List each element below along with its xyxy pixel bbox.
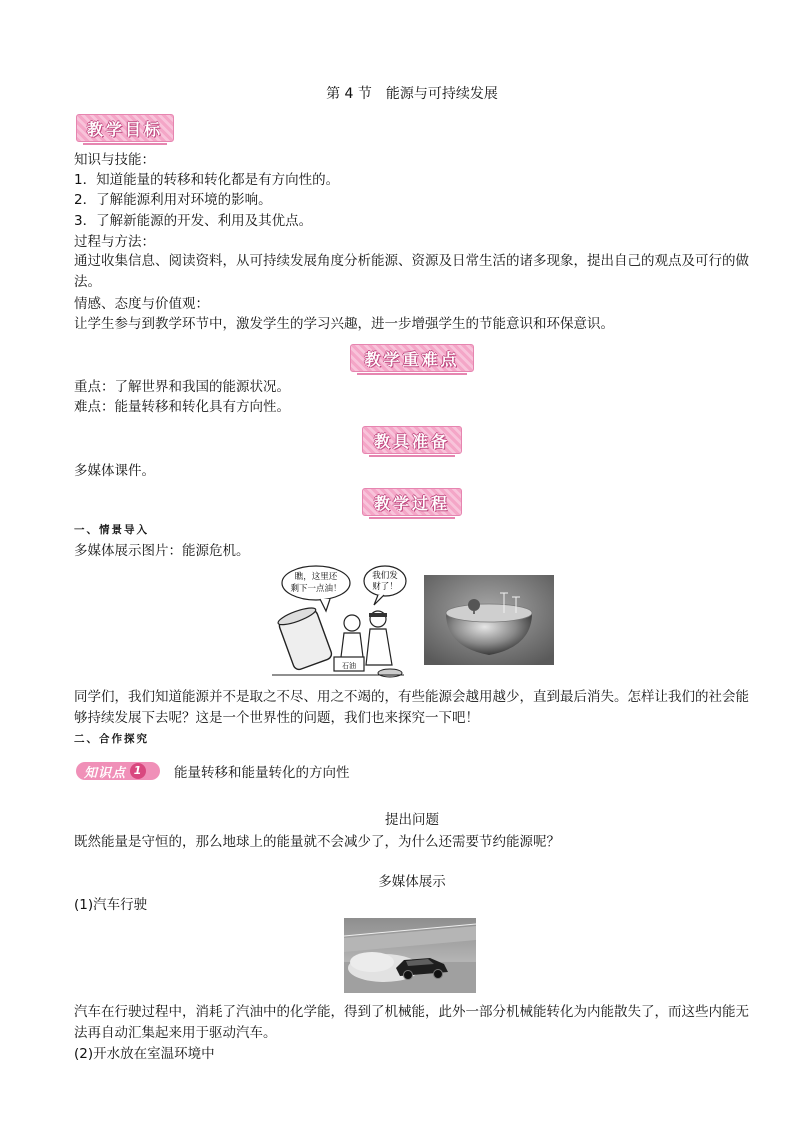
media-item-2: (2)开水放在室温环境中: [74, 1046, 215, 1062]
process-text: 通过收集信息、阅读资料，从可持续发展角度分析能源、资源及日常生活的诸多现象，提出自己的观点及可行的做法。: [74, 253, 749, 290]
intro-paragraph: 同学们，我们知道能源并不是取之不尽、用之不竭的，有些能源会越用越少，直到最后消失。怎样让我们的社会能够持续发展下去呢？这是一个世界性的问题，我们也来探究一下吧！: [74, 689, 749, 726]
process-label: 过程与方法：: [74, 234, 155, 250]
difficulty-text: 难点：能量转移和转化具有方向性。: [74, 399, 290, 415]
question-text: 既然能量是守恒的，那么地球上的能量就不会减少了，为什么还需要节约能源呢？: [74, 834, 560, 850]
bubble-text-2: 我们发: [372, 571, 398, 581]
emotion-text: 让学生参与到教学环节中，激发学生的学习兴趣，进一步增强学生的节能意识和环保意识。: [74, 316, 614, 332]
media-heading: 多媒体展示: [378, 874, 446, 890]
question-heading: 提出问题: [385, 812, 439, 828]
goal-item: 1．知道能量的转移和转化都是有方向性的。: [74, 172, 340, 188]
knowledge-point-title: 能量转移和能量转化的方向性: [174, 765, 350, 781]
knowledge-point-badge: [76, 762, 160, 780]
knowledge-label: 知识与技能：: [74, 152, 155, 168]
page-title: 第 4 节 能源与可持续发展: [326, 86, 498, 102]
earth-dome-photo: [424, 575, 554, 665]
media-item-1: (1)汽车行驶: [74, 897, 148, 913]
focus-text: 重点：了解世界和我国的能源状况。: [74, 379, 290, 395]
section-heading: 二、合作探究: [74, 733, 149, 745]
car-paragraph: 汽车在行驶过程中，消耗了汽油中的化学能，得到了机械能，此外一部分机械能转化为内能散失了，而这些内能无法再自动汇集起来用于驱动汽车。: [74, 1004, 749, 1041]
knowledge-point-label: 知识点: [84, 765, 127, 781]
banner-teaching-process: 教学过程: [362, 488, 462, 516]
section-heading: 一、情景导入: [74, 524, 149, 536]
energy-crisis-cartoon: [268, 561, 408, 681]
emotion-label: 情感、态度与价值观：: [74, 296, 209, 312]
car-drifting-photo: [344, 918, 476, 993]
bubble-text-1: 瞧，这里还: [294, 572, 338, 582]
svg-text:石油: 石油: [342, 662, 356, 670]
prep-text: 多媒体课件。: [74, 463, 155, 479]
knowledge-point-number: 1: [130, 763, 146, 779]
goal-item: 2．了解能源利用对环境的影响。: [74, 192, 272, 208]
banner-key-points: 教学重难点: [350, 344, 474, 372]
goal-item: 3．了解新能源的开发、利用及其优点。: [74, 213, 313, 229]
svg-text:剩下一点油！: 剩下一点油！: [290, 584, 342, 594]
banner-teaching-aids: 教具准备: [362, 426, 462, 454]
banner-teaching-goals: 教学目标: [76, 114, 174, 142]
svg-text:财了！: 财了！: [372, 582, 398, 592]
intro-text: 多媒体展示图片：能源危机。: [74, 543, 250, 559]
